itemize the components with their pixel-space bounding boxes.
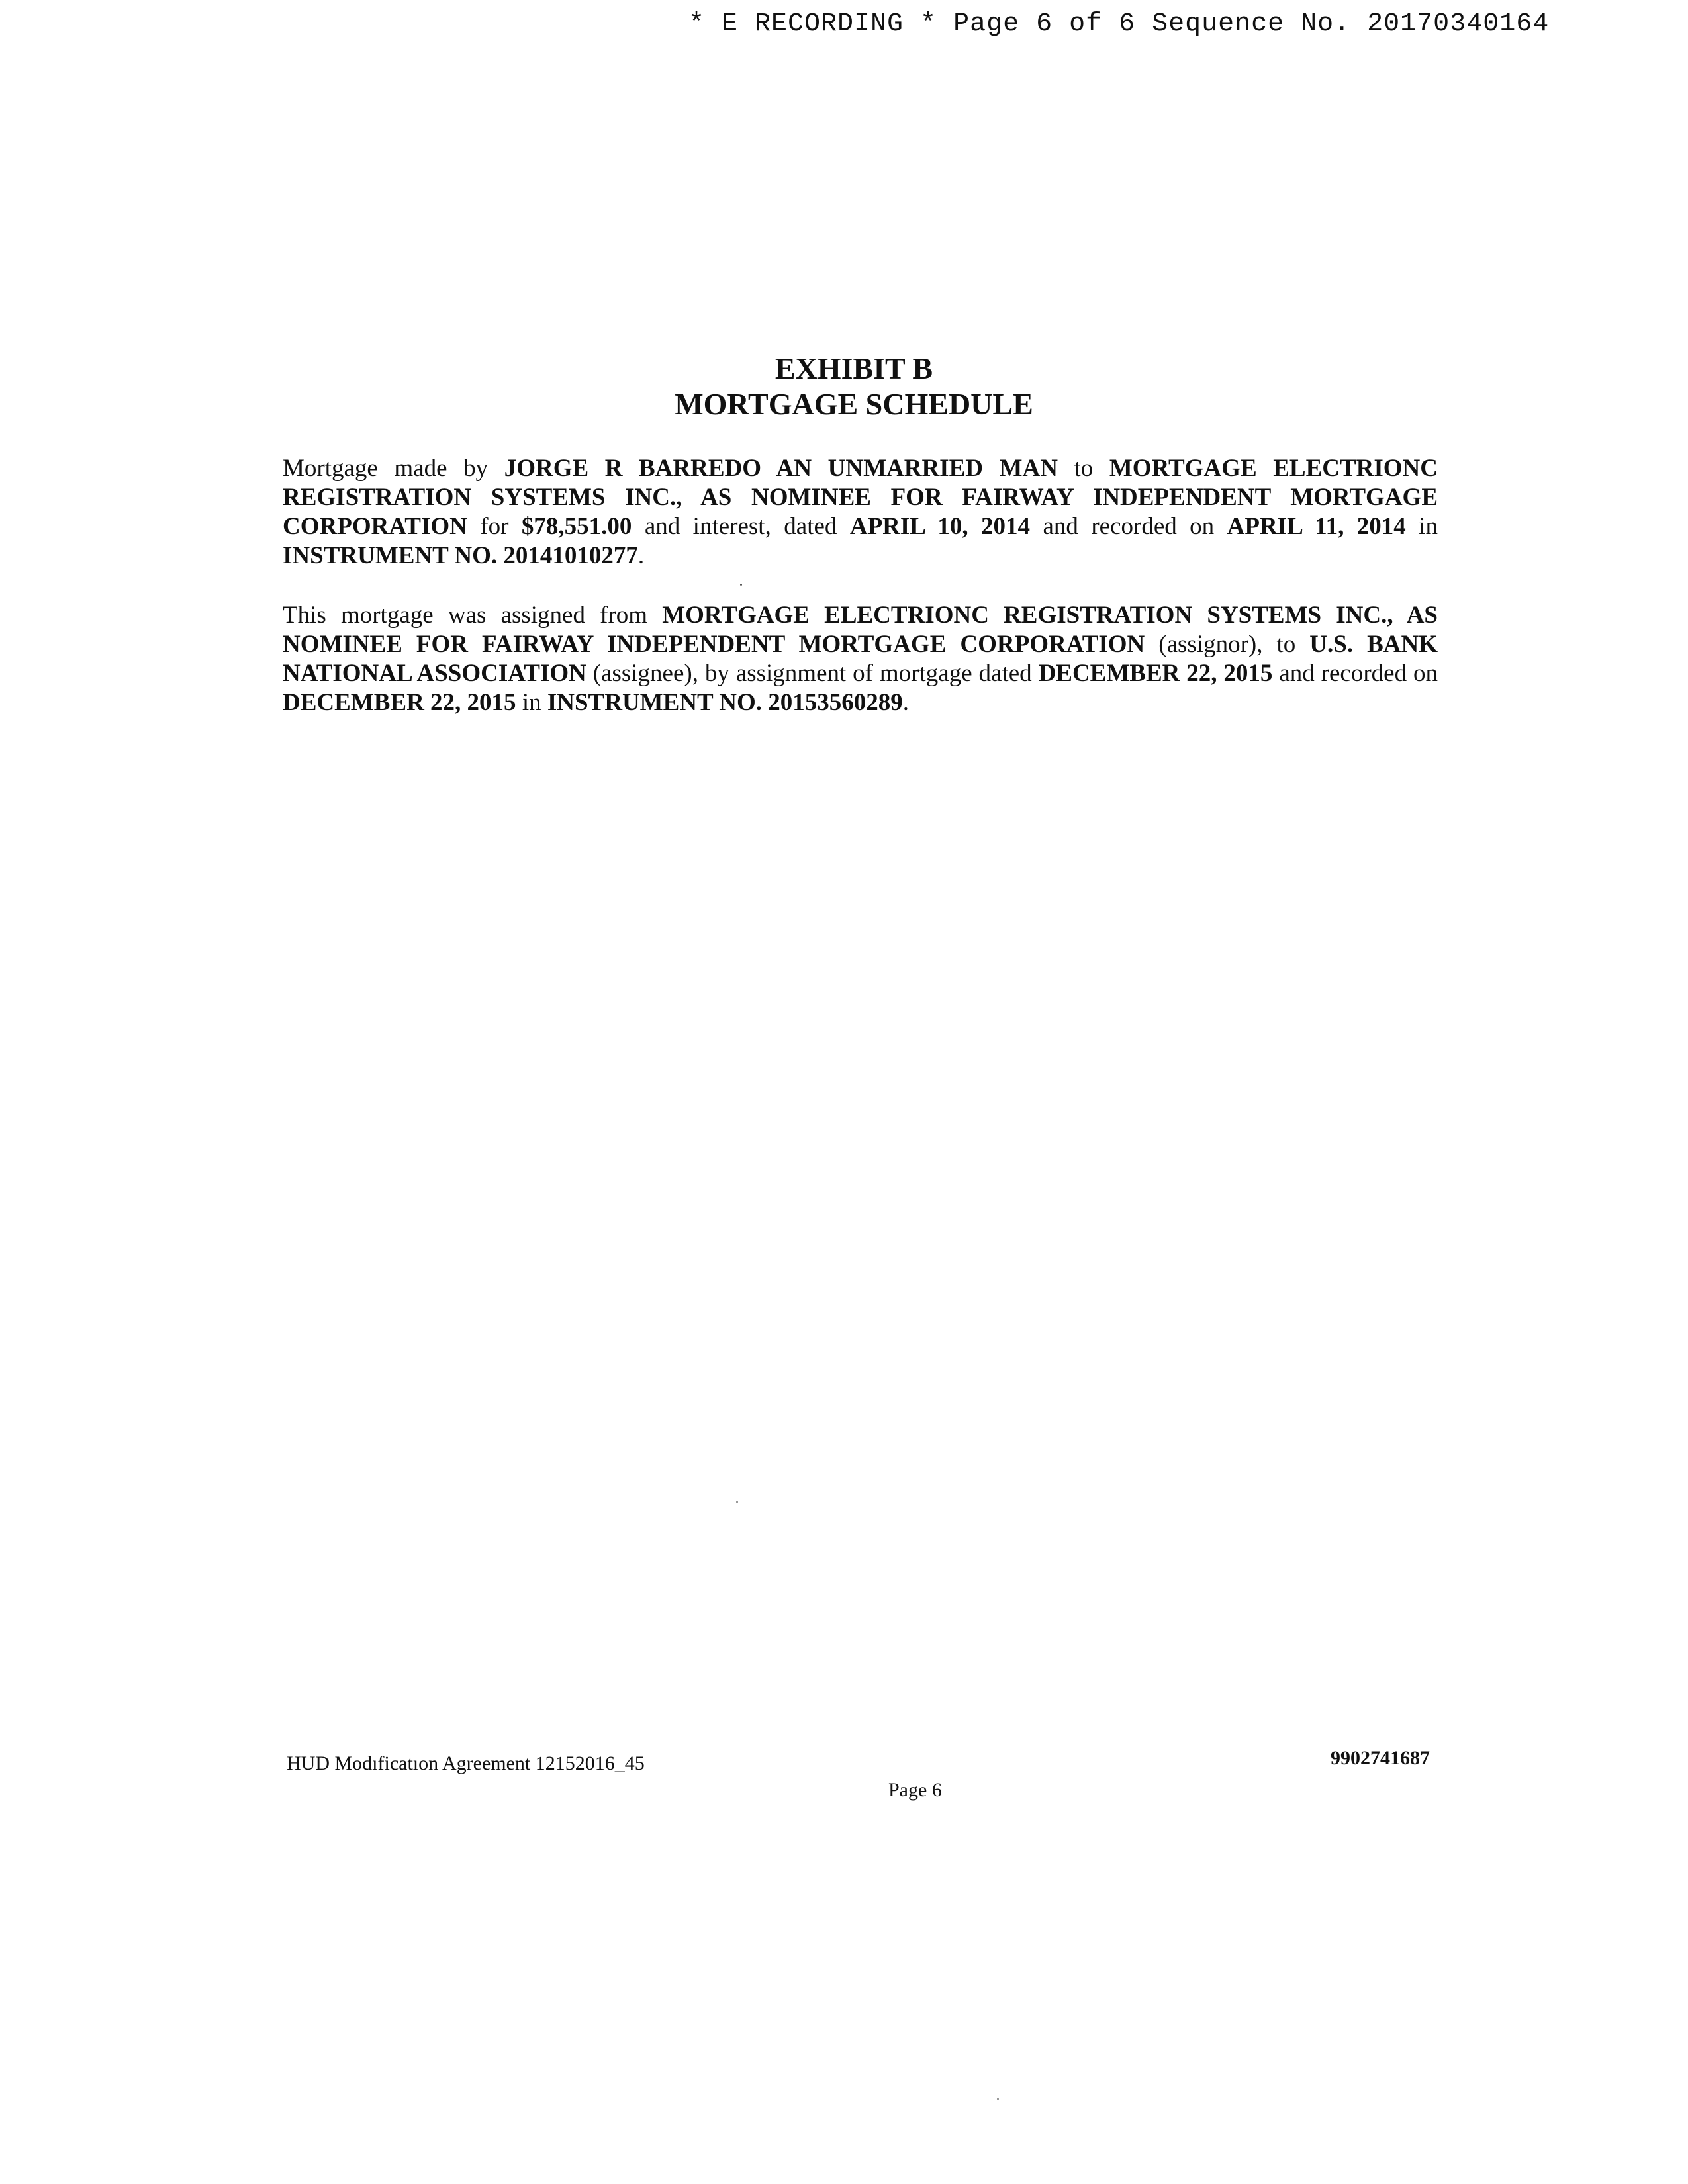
assignor-name: MORTGAGE ELECTRIONC REGISTRATION SYSTEMS INC., AS NOMINEE FOR FAIRWAY INDEPENDENT MORTGAGE CORPORATION: [283, 602, 1438, 658]
text: (assignor), to: [1145, 631, 1310, 658]
assignment-recorded-date: DECEMBER 22, 2015: [283, 689, 516, 716]
scan-speck: [740, 584, 742, 586]
instrument-number: INSTRUMENT NO. 20141010277: [283, 542, 638, 569]
text: This mortgage was assigned from: [283, 602, 663, 629]
scan-speck: [736, 1501, 738, 1503]
schedule-title: MORTGAGE SCHEDULE: [675, 387, 1033, 421]
mortgage-date: APRIL 10, 2014: [849, 513, 1031, 540]
assignee-name: U.S. BANK NATIONAL ASSOCIATION: [283, 631, 1438, 687]
text: .: [637, 542, 645, 569]
text: (assignee), by assignment of mortgage dated: [586, 660, 1039, 687]
loan-amount: $78,551.00: [521, 513, 632, 540]
text: Mortgage made by: [283, 455, 504, 482]
mortgage-paragraph: [283, 454, 1438, 570]
scan-speck: [997, 2098, 999, 2100]
text: and recorded on: [1030, 513, 1227, 540]
assignment-date: DECEMBER 22, 2015: [1038, 660, 1273, 687]
assignment-paragraph: [283, 601, 1438, 717]
footer-loan-number: 9902741687: [1331, 1747, 1430, 1769]
assignment-instrument-number: INSTRUMENT NO. 20153560289: [547, 689, 903, 716]
footer-document-name: HUD Modıficatıon Agreement 12152016_45: [287, 1752, 645, 1774]
borrower-name: JORGE R BARREDO AN UNMARRIED MAN: [504, 455, 1058, 482]
text: .: [902, 689, 909, 716]
text: in: [1405, 513, 1438, 540]
recorded-date: APRIL 11, 2014: [1227, 513, 1406, 540]
exhibit-title: EXHIBIT B: [774, 351, 933, 385]
recording-stamp: * E RECORDING * Page 6 of 6 Sequence No. 20170340164: [688, 9, 1550, 39]
text: in: [516, 689, 547, 716]
text: for: [467, 513, 522, 540]
text: to: [1057, 455, 1109, 482]
lender-name: MORTGAGE ELECTRIONC REGISTRATION SYSTEMS INC., AS NOMINEE FOR FAIRWAY INDEPENDENT MORTGAGE CORPORATION: [283, 455, 1438, 540]
text: and interest, dated: [632, 513, 850, 540]
footer-page-number: Page 6: [888, 1779, 942, 1801]
text: and recorded on: [1272, 660, 1438, 687]
